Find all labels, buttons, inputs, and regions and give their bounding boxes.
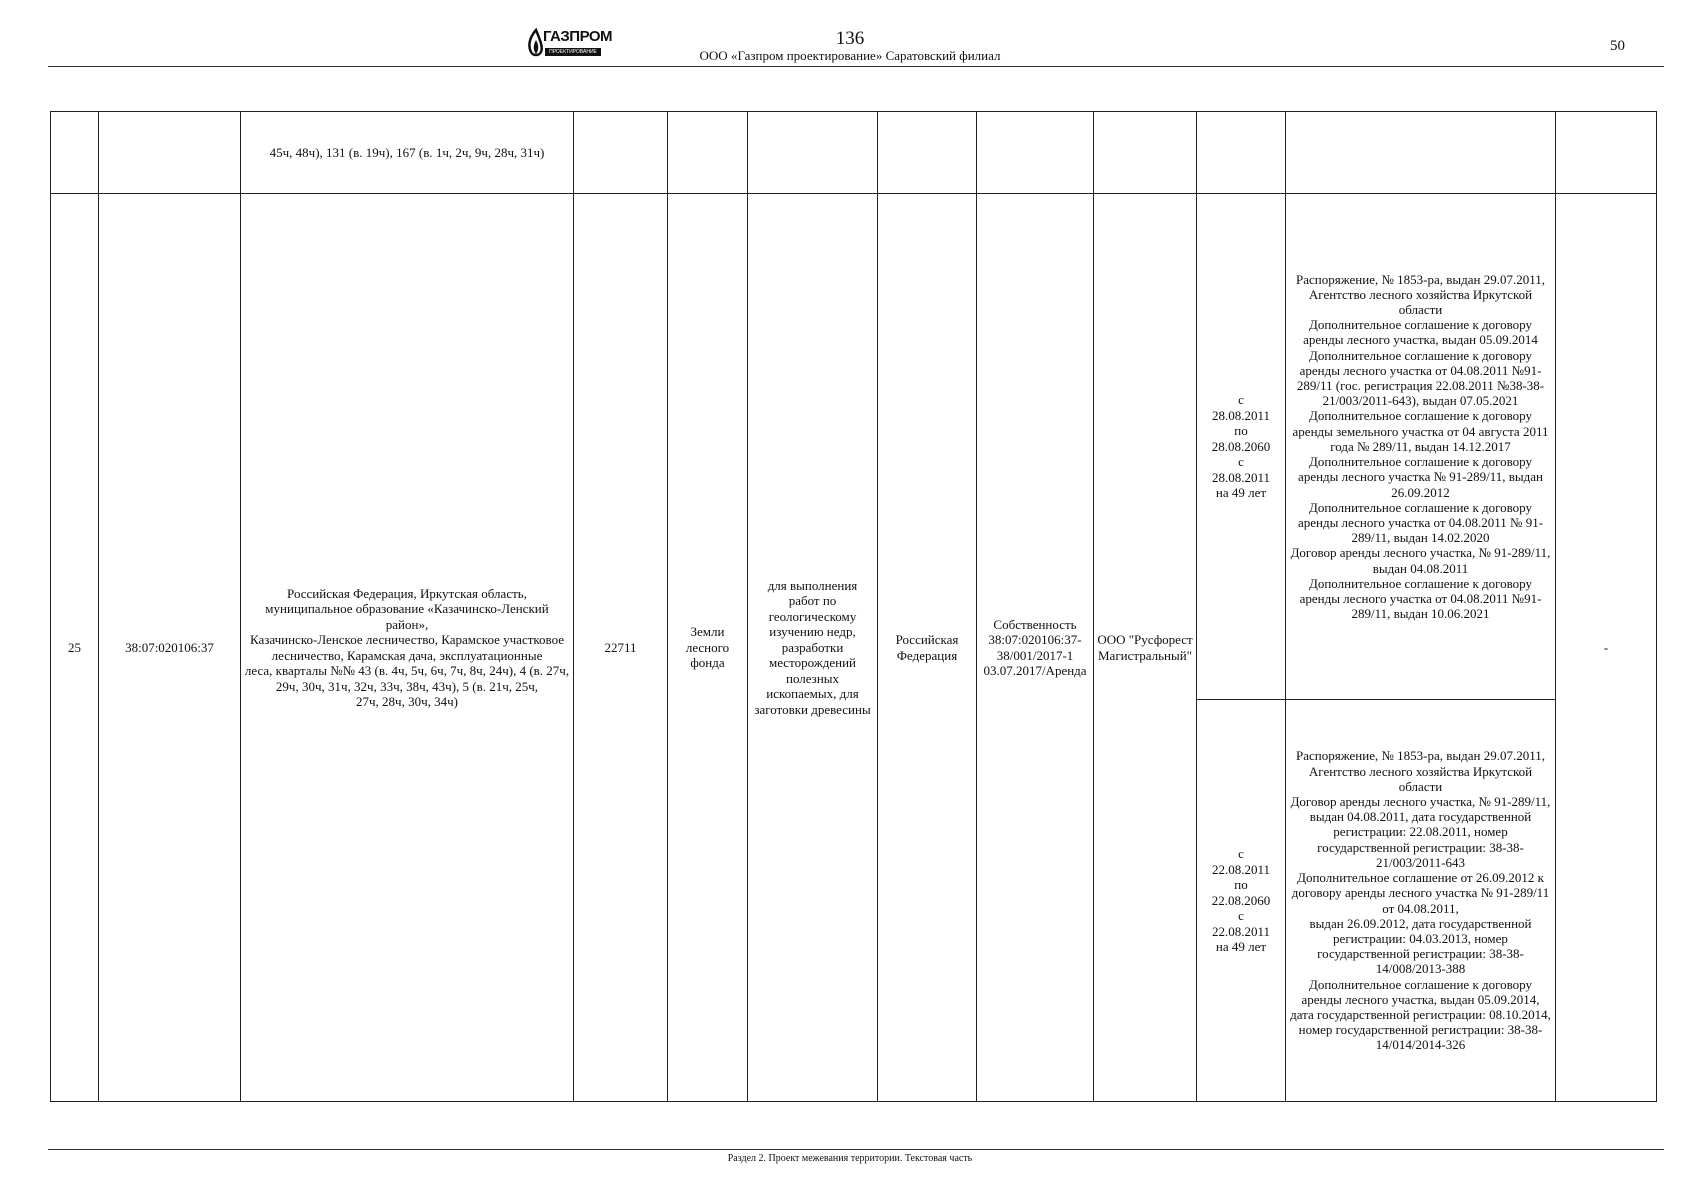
logo-subtext: ПРОЕКТИРОВАНИЕ <box>545 48 601 56</box>
logo-text: ГАЗПРОМ <box>543 28 613 45</box>
cell-empty <box>878 112 977 194</box>
cell-empty <box>1556 112 1657 194</box>
right-type: Собственность 38:07:020106:37-38/001/2017-1 03.07.2017/Аренда <box>977 194 1094 1102</box>
cell-empty <box>977 112 1094 194</box>
footer-text: Раздел 2. Проект межевания территории. Текстовая часть <box>727 1153 973 1164</box>
cell-empty <box>1094 112 1197 194</box>
row-number: 25 <box>51 194 99 1102</box>
land-plots-table <box>50 111 1657 1102</box>
plot-area: 22711 <box>574 194 668 1102</box>
cell-empty <box>748 112 878 194</box>
right-holder: ООО "Русфорест Магистральный" <box>1094 194 1197 1102</box>
cell-empty <box>51 112 99 194</box>
land-category: Земли лесного фонда <box>668 194 748 1102</box>
continuation-location: 45ч, 48ч), 131 (в. 19ч), 167 (в. 1ч, 2ч, 9ч, 28ч, 31ч) <box>241 112 574 194</box>
period-docs-2: Распоряжение, № 1853-ра, выдан 29.07.2011, Агентство лесного хозяйства Иркутской области Договор аренды лесного участка, № 91-289/11, выдан 04.08.2011, дата государственной регистрации: 22.08.2011, номер государственной регистрации: 38-38-21/003/2011-643 Дополнительное соглашение от 26.09.2012 к договору аренды лесного участка № 91-289/11 от 04.08.2011, выдан 26.09.2012, дата государственной регистрации: 04.03.2013, номер государственной регистрации: 38-38-14/008/2013-388 Дополнительное соглашение к договору аренды лесного участка, выдан 05.09.2014, дата государственной регистрации: 08.10.2014, номер государственной регистрации: 38-38-14/014/2014-326 <box>1286 700 1556 1102</box>
cell-empty <box>668 112 748 194</box>
period-docs-1: Распоряжение, № 1853-ра, выдан 29.07.2011, Агентство лесного хозяйства Иркутской области Дополнительное соглашение к договору аренды лесного участка, выдан 05.09.2014 Дополнительное соглашение к договору аренды лесного участка от 04.08.2011 №91-289/11 (гос. регистрация 22.08.2011 №38-38-21/003/2011-643), выдан 07.05.2021 Дополнительное соглашение к договору аренды земельного участка от 04 августа 2011 года № 289/11, выдан 14.12.2017 Дополнительное соглашение к договору аренды лесного участка № 91-289/11, выдан 26.09.2012 Дополнительное соглашение к договору аренды лесного участка от 04.08.2011 № 91-289/11, выдан 14.02.2020 Договор аренды лесного участка, № 91-289/11, выдан 04.08.2011 Дополнительное соглашение к договору аренды лесного участка от 04.08.2011 №91-289/11, выдан 10.06.2021 <box>1286 194 1556 700</box>
cell-empty <box>1286 112 1556 194</box>
cell-empty <box>1197 112 1286 194</box>
page-number-center: 136 <box>835 28 865 49</box>
note: - <box>1556 194 1657 1102</box>
plot-location: Российская Федерация, Иркутская область, муниципальное образование «Казачинско-Ленский район», Казачинско-Ленское лесничество, Карамское участковое лесничество, Карамская дача, эксплуатационные леса, кварталы №№ 43 (в. 4ч, 5ч, 6ч, 7ч, 8ч, 24ч), 4 (в. 27ч, 29ч, 30ч, 31ч, 32ч, 33ч, 38ч, 43ч), 5 (в. 21ч, 25ч, 27ч, 28ч, 30ч, 34ч) <box>241 194 574 1102</box>
owner: Российская Федерация <box>878 194 977 1102</box>
company-name: ООО «Газпром проектирование» Саратовский филиал <box>699 48 1001 63</box>
period-term-1: с 28.08.2011 по 28.08.2060 с 28.08.2011 на 49 лет <box>1197 194 1286 700</box>
permitted-use: для выполнения работ по геологическому изучению недр, разработки месторождений полезных ископаемых, для заготовки древесины <box>748 194 878 1102</box>
footer-divider <box>48 1149 1664 1150</box>
cell-empty <box>574 112 668 194</box>
cell-empty <box>99 112 241 194</box>
header-divider <box>48 66 1664 67</box>
table-row <box>51 194 1657 700</box>
period-term-2: с 22.08.2011 по 22.08.2060 с 22.08.2011 на 49 лет <box>1197 700 1286 1102</box>
gazprom-logo <box>525 24 613 60</box>
continuation-row <box>51 112 1657 194</box>
page-number-right: 50 <box>1610 38 1625 54</box>
cadastral-number: 38:07:020106:37 <box>99 194 241 1102</box>
